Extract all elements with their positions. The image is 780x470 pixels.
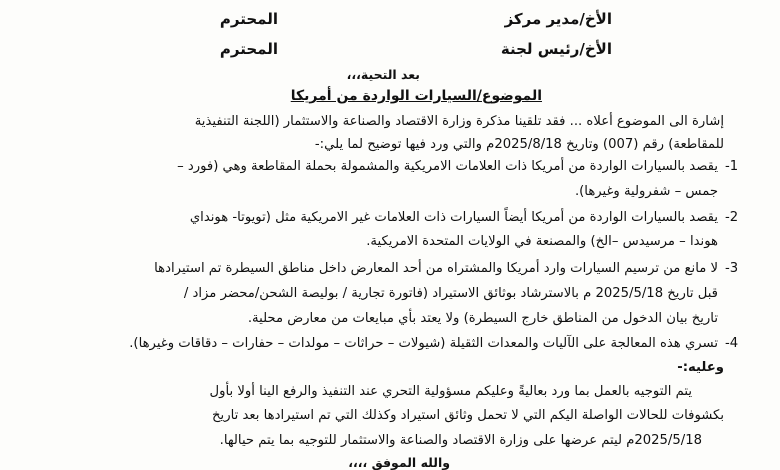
list-item-line: يقصد بالسيارات الواردة من أمريكا ذات العلامات الامريكية والمشمولة بحملة المقاطعة وهي (فورد – bbox=[177, 159, 718, 174]
directive-line-2: بكشوفات للحالات الواصلة اليكم التي لا تحمل وثائق استيراد وكذلك التي تم استيرادها بعد تاريخ bbox=[212, 408, 724, 423]
greeting: بعد التحية،،، bbox=[346, 67, 420, 82]
list-item-line: هوندا – مرسيدس –الخ) والمصنعة في الولايات المتحدة الامريكية. bbox=[366, 234, 718, 249]
list-item-line: جمس – شفرولية وغيرها). bbox=[574, 184, 718, 199]
subject-line: الموضوع/السيارات الواردة من أمريكا bbox=[290, 88, 542, 104]
list-item-number: 2- bbox=[725, 210, 738, 225]
recipient-1: الأخ/مدير مركز bbox=[504, 10, 612, 28]
recipient-1-honorific: المحترم bbox=[219, 10, 278, 28]
conclusion-label: وعليه:- bbox=[677, 360, 724, 375]
intro-line-1: إشارة الى الموضوع أعلاه ... فقد تلقينا مذكرة وزارة الاقتصاد والصناعة والاستثمار (اللجنة التنفيذية bbox=[194, 114, 724, 129]
list-item-line: تاريخ بيان الدخول من المناطق خارج السيطرة) ولا يعتد بأي مبايعات من معارض محلية. bbox=[247, 311, 718, 326]
recipient-2: الأخ/رئيس لجنة bbox=[500, 40, 612, 58]
intro-line-2: للمقاطعة) رقم (007) وتاريخ 2025/8/18م والتي ورد فيها توضيح لما يلي:- bbox=[314, 137, 724, 152]
list-item-number: 1- bbox=[725, 159, 738, 174]
list-item-line: قبل تاريخ 2025/5/18 م بالاسترشاد بوثائق الاستيراد (فاتورة تجارية / بوليصة الشحن/محضر مزاد / bbox=[183, 286, 718, 301]
closing-line: والله الموفق ،،،، bbox=[348, 455, 450, 470]
list-item-line: لا مانع من ترسيم السيارات وارد أمريكا والمشتراه من أحد المعارض داخل مناطق السيطرة تم استيرادها bbox=[154, 261, 718, 276]
recipient-2-honorific: المحترم bbox=[219, 40, 278, 58]
list-item-line: تسري هذه المعالجة على الآليات والمعدات الثقيلة (شيولات – حراثات – مولدات – حفارات – دقاقات وغيرها). bbox=[129, 336, 718, 351]
list-item-line: يقصد بالسيارات الواردة من أمريكا أيضاً السيارات ذات العلامات غير الامريكية مثل (تويوتا- هونداي bbox=[189, 210, 718, 225]
list-item-number: 3- bbox=[725, 261, 738, 276]
directive-line-3: 2025/5/18م ليتم عرضها على وزارة الاقتصاد والصناعة والاستثمار للتوجيه بما يتم حيالها. bbox=[219, 433, 702, 448]
list-item-number: 4- bbox=[725, 336, 738, 351]
directive-line-1: يتم التوجيه بالعمل بما ورد بعاليةً وعليكم مسؤولية التحري عند التنفيذ والرفع الينا أولا بأول bbox=[209, 384, 692, 399]
